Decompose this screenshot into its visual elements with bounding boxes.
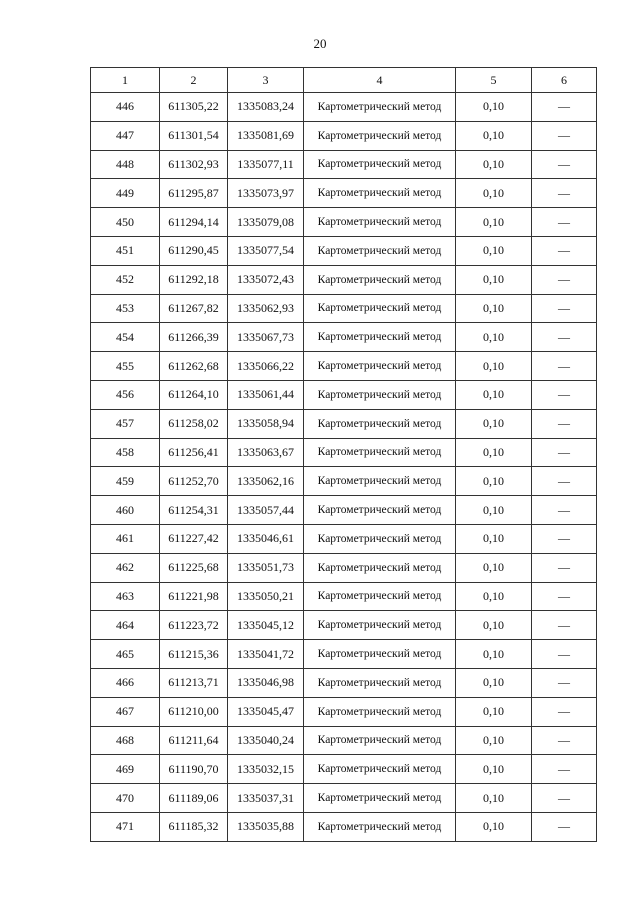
accuracy-cell: 0,10 [456, 323, 532, 352]
point-number-cell: 460 [91, 496, 160, 525]
description-cell: — [532, 380, 597, 409]
table-row [91, 524, 597, 553]
column-header-1: 1 [91, 68, 160, 93]
accuracy-cell: 0,10 [456, 668, 532, 697]
table-body [91, 93, 597, 842]
method-cell: Картометрический метод [304, 179, 456, 208]
accuracy-cell: 0,10 [456, 726, 532, 755]
x-coordinate-cell: 611211,64 [160, 726, 228, 755]
accuracy-cell: 0,10 [456, 409, 532, 438]
accuracy-cell: 0,10 [456, 236, 532, 265]
table-row [91, 236, 597, 265]
point-number-cell: 454 [91, 323, 160, 352]
y-coordinate-cell: 1335045,12 [228, 611, 304, 640]
y-coordinate-cell: 1335040,24 [228, 726, 304, 755]
x-coordinate-cell: 611290,45 [160, 236, 228, 265]
y-coordinate-cell: 1335066,22 [228, 352, 304, 381]
method-cell: Картометрический метод [304, 208, 456, 237]
y-coordinate-cell: 1335063,67 [228, 438, 304, 467]
table-row [91, 208, 597, 237]
x-coordinate-cell: 611221,98 [160, 582, 228, 611]
description-cell: — [532, 409, 597, 438]
x-coordinate-cell: 611215,36 [160, 640, 228, 669]
x-coordinate-cell: 611185,32 [160, 812, 228, 841]
x-coordinate-cell: 611262,68 [160, 352, 228, 381]
x-coordinate-cell: 611305,22 [160, 93, 228, 122]
method-cell: Картометрический метод [304, 121, 456, 150]
method-cell: Картометрический метод [304, 668, 456, 697]
accuracy-cell: 0,10 [456, 524, 532, 553]
description-cell: — [532, 668, 597, 697]
column-header-6: 6 [532, 68, 597, 93]
accuracy-cell: 0,10 [456, 179, 532, 208]
description-cell: — [532, 524, 597, 553]
method-cell: Картометрический метод [304, 582, 456, 611]
point-number-cell: 457 [91, 409, 160, 438]
point-number-cell: 451 [91, 236, 160, 265]
description-cell: — [532, 179, 597, 208]
description-cell: — [532, 93, 597, 122]
method-cell: Картометрический метод [304, 755, 456, 784]
table-row [91, 755, 597, 784]
page-number: 20 [313, 36, 327, 51]
x-coordinate-cell: 611227,42 [160, 524, 228, 553]
description-cell: — [532, 755, 597, 784]
header-row [91, 68, 597, 93]
point-number-cell: 456 [91, 380, 160, 409]
y-coordinate-cell: 1335077,11 [228, 150, 304, 179]
y-coordinate-cell: 1335046,98 [228, 668, 304, 697]
description-cell: — [532, 265, 597, 294]
table-row [91, 668, 597, 697]
x-coordinate-cell: 611294,14 [160, 208, 228, 237]
accuracy-cell: 0,10 [456, 812, 532, 841]
y-coordinate-cell: 1335062,93 [228, 294, 304, 323]
table-row [91, 150, 597, 179]
y-coordinate-cell: 1335073,97 [228, 179, 304, 208]
table-row [91, 611, 597, 640]
x-coordinate-cell: 611256,41 [160, 438, 228, 467]
point-number-cell: 448 [91, 150, 160, 179]
point-number-cell: 450 [91, 208, 160, 237]
y-coordinate-cell: 1335045,47 [228, 697, 304, 726]
table-row [91, 467, 597, 496]
method-cell: Картометрический метод [304, 611, 456, 640]
description-cell: — [532, 438, 597, 467]
table-header [91, 68, 597, 93]
x-coordinate-cell: 611258,02 [160, 409, 228, 438]
description-cell: — [532, 352, 597, 381]
description-cell: — [532, 611, 597, 640]
accuracy-cell: 0,10 [456, 582, 532, 611]
x-coordinate-cell: 611213,71 [160, 668, 228, 697]
method-cell: Картометрический метод [304, 409, 456, 438]
y-coordinate-cell: 1335081,69 [228, 121, 304, 150]
y-coordinate-cell: 1335032,15 [228, 755, 304, 784]
method-cell: Картометрический метод [304, 352, 456, 381]
method-cell: Картометрический метод [304, 467, 456, 496]
accuracy-cell: 0,10 [456, 121, 532, 150]
point-number-cell: 464 [91, 611, 160, 640]
point-number-cell: 446 [91, 93, 160, 122]
x-coordinate-cell: 611264,10 [160, 380, 228, 409]
description-cell: — [532, 697, 597, 726]
accuracy-cell: 0,10 [456, 553, 532, 582]
table-row [91, 697, 597, 726]
description-cell: — [532, 496, 597, 525]
method-cell: Картометрический метод [304, 784, 456, 813]
accuracy-cell: 0,10 [456, 697, 532, 726]
description-cell: — [532, 294, 597, 323]
table-row [91, 352, 597, 381]
x-coordinate-cell: 611292,18 [160, 265, 228, 294]
description-cell: — [532, 323, 597, 352]
description-cell: — [532, 784, 597, 813]
x-coordinate-cell: 611302,93 [160, 150, 228, 179]
y-coordinate-cell: 1335067,73 [228, 323, 304, 352]
method-cell: Картометрический метод [304, 640, 456, 669]
table-row [91, 582, 597, 611]
point-number-cell: 455 [91, 352, 160, 381]
method-cell: Картометрический метод [304, 553, 456, 582]
point-number-cell: 462 [91, 553, 160, 582]
method-cell: Картометрический метод [304, 323, 456, 352]
accuracy-cell: 0,10 [456, 352, 532, 381]
table-row [91, 323, 597, 352]
table-row [91, 93, 597, 122]
description-cell: — [532, 121, 597, 150]
point-number-cell: 467 [91, 697, 160, 726]
y-coordinate-cell: 1335050,21 [228, 582, 304, 611]
x-coordinate-cell: 611252,70 [160, 467, 228, 496]
description-cell: — [532, 236, 597, 265]
y-coordinate-cell: 1335035,88 [228, 812, 304, 841]
method-cell: Картометрический метод [304, 294, 456, 323]
table-row [91, 294, 597, 323]
method-cell: Картометрический метод [304, 380, 456, 409]
x-coordinate-cell: 611190,70 [160, 755, 228, 784]
x-coordinate-cell: 611223,72 [160, 611, 228, 640]
x-coordinate-cell: 611254,31 [160, 496, 228, 525]
table-row [91, 409, 597, 438]
point-number-cell: 458 [91, 438, 160, 467]
column-header-3: 3 [228, 68, 304, 93]
y-coordinate-cell: 1335072,43 [228, 265, 304, 294]
description-cell: — [532, 467, 597, 496]
method-cell: Картометрический метод [304, 265, 456, 294]
x-coordinate-cell: 611225,68 [160, 553, 228, 582]
method-cell: Картометрический метод [304, 812, 456, 841]
accuracy-cell: 0,10 [456, 611, 532, 640]
accuracy-cell: 0,10 [456, 438, 532, 467]
description-cell: — [532, 812, 597, 841]
table-row [91, 812, 597, 841]
accuracy-cell: 0,10 [456, 467, 532, 496]
coordinates-table [90, 67, 597, 842]
x-coordinate-cell: 611266,39 [160, 323, 228, 352]
point-number-cell: 461 [91, 524, 160, 553]
description-cell: — [532, 640, 597, 669]
y-coordinate-cell: 1335058,94 [228, 409, 304, 438]
column-header-2: 2 [160, 68, 228, 93]
x-coordinate-cell: 611210,00 [160, 697, 228, 726]
accuracy-cell: 0,10 [456, 93, 532, 122]
table-row [91, 438, 597, 467]
accuracy-cell: 0,10 [456, 640, 532, 669]
accuracy-cell: 0,10 [456, 784, 532, 813]
accuracy-cell: 0,10 [456, 208, 532, 237]
table-row [91, 179, 597, 208]
point-number-cell: 471 [91, 812, 160, 841]
method-cell: Картометрический метод [304, 697, 456, 726]
description-cell: — [532, 726, 597, 755]
point-number-cell: 468 [91, 726, 160, 755]
column-header-5: 5 [456, 68, 532, 93]
point-number-cell: 465 [91, 640, 160, 669]
description-cell: — [532, 150, 597, 179]
description-cell: — [532, 553, 597, 582]
y-coordinate-cell: 1335079,08 [228, 208, 304, 237]
point-number-cell: 447 [91, 121, 160, 150]
point-number-cell: 449 [91, 179, 160, 208]
table-row [91, 380, 597, 409]
y-coordinate-cell: 1335062,16 [228, 467, 304, 496]
point-number-cell: 453 [91, 294, 160, 323]
method-cell: Картометрический метод [304, 524, 456, 553]
y-coordinate-cell: 1335037,31 [228, 784, 304, 813]
accuracy-cell: 0,10 [456, 294, 532, 323]
method-cell: Картометрический метод [304, 236, 456, 265]
table-row [91, 784, 597, 813]
y-coordinate-cell: 1335057,44 [228, 496, 304, 525]
point-number-cell: 452 [91, 265, 160, 294]
y-coordinate-cell: 1335046,61 [228, 524, 304, 553]
accuracy-cell: 0,10 [456, 755, 532, 784]
point-number-cell: 463 [91, 582, 160, 611]
accuracy-cell: 0,10 [456, 380, 532, 409]
table-row [91, 726, 597, 755]
accuracy-cell: 0,10 [456, 150, 532, 179]
point-number-cell: 469 [91, 755, 160, 784]
point-number-cell: 470 [91, 784, 160, 813]
y-coordinate-cell: 1335083,24 [228, 93, 304, 122]
y-coordinate-cell: 1335077,54 [228, 236, 304, 265]
method-cell: Картометрический метод [304, 150, 456, 179]
y-coordinate-cell: 1335061,44 [228, 380, 304, 409]
method-cell: Картометрический метод [304, 438, 456, 467]
table-row [91, 640, 597, 669]
y-coordinate-cell: 1335051,73 [228, 553, 304, 582]
x-coordinate-cell: 611301,54 [160, 121, 228, 150]
description-cell: — [532, 582, 597, 611]
accuracy-cell: 0,10 [456, 496, 532, 525]
table-row [91, 265, 597, 294]
column-header-4: 4 [304, 68, 456, 93]
description-cell: — [532, 208, 597, 237]
y-coordinate-cell: 1335041,72 [228, 640, 304, 669]
point-number-cell: 466 [91, 668, 160, 697]
x-coordinate-cell: 611189,06 [160, 784, 228, 813]
point-number-cell: 459 [91, 467, 160, 496]
method-cell: Картометрический метод [304, 726, 456, 755]
table-row [91, 553, 597, 582]
method-cell: Картометрический метод [304, 93, 456, 122]
method-cell: Картометрический метод [304, 496, 456, 525]
table-row [91, 121, 597, 150]
x-coordinate-cell: 611295,87 [160, 179, 228, 208]
accuracy-cell: 0,10 [456, 265, 532, 294]
table-row [91, 496, 597, 525]
x-coordinate-cell: 611267,82 [160, 294, 228, 323]
